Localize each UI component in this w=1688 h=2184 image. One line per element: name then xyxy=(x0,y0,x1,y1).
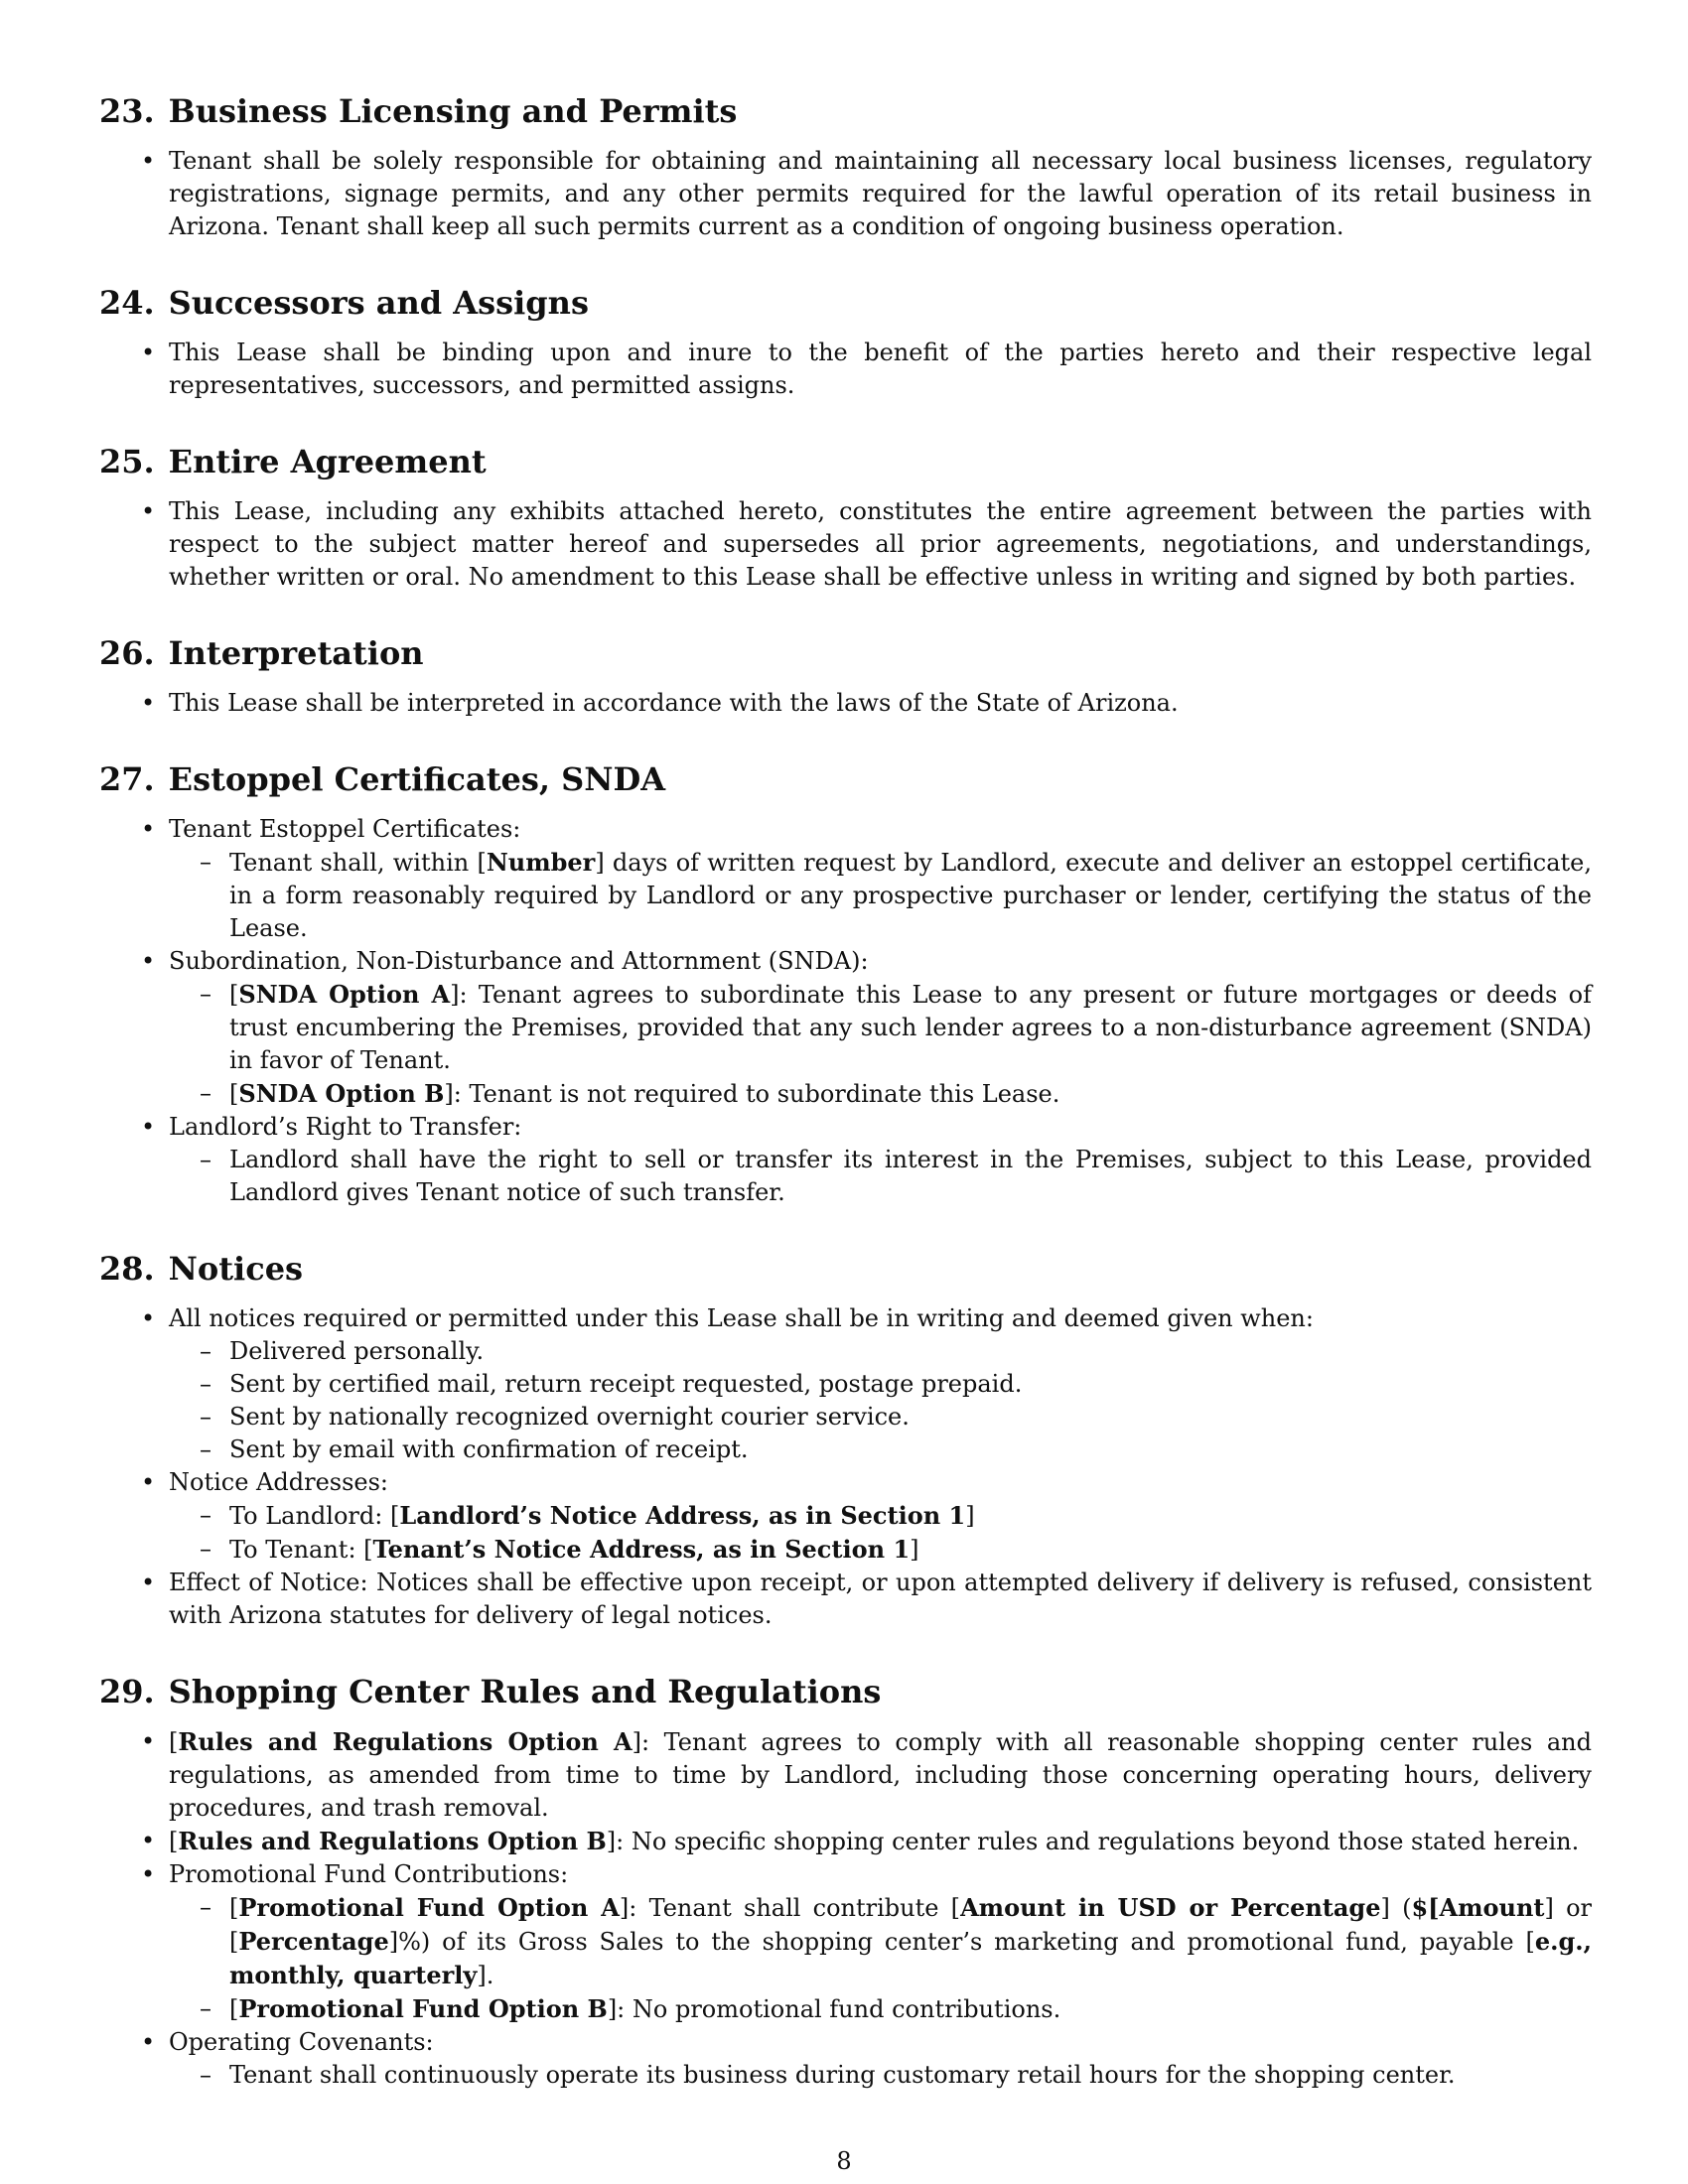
bullet-list xyxy=(99,337,1592,402)
bullet-list xyxy=(99,495,1592,594)
list-item xyxy=(169,813,1592,945)
section-heading: Successors and Assigns xyxy=(168,284,589,322)
list-item xyxy=(169,2026,1592,2092)
section-heading: Estoppel Certificates, SNDA xyxy=(168,760,666,798)
text: ]: Tenant shall contribute [ xyxy=(619,1894,961,1922)
snda-option-a: SNDA Option A xyxy=(238,980,451,1009)
section-28 xyxy=(99,1249,1592,1632)
section-heading: Entire Agreement xyxy=(168,443,487,480)
addresses-label: Notice Addresses: xyxy=(169,1468,389,1496)
text: ] or [ xyxy=(229,1894,1593,1956)
dollar-placeholder: $[Amount xyxy=(1411,1893,1545,1922)
sub-list xyxy=(169,846,1592,945)
snda-label: Subordination, Non-Disturbance and Attornment (SNDA): xyxy=(169,947,869,975)
list-item xyxy=(169,1302,1592,1466)
sub-list-item: – [Promotional Fund Option A]: Tenant shall contribute [Amount in USD or Percentage] ($[Amount] or [Percentage]%) of its Gross Sales to the shopping center’s marketing and promotional fund, payable [e.g., monthly, quarterly]. xyxy=(229,1891,1592,1992)
sub-list xyxy=(169,2059,1592,2092)
list-item: • [Rules and Regulations Option A]: Tenant agrees to comply with all reasonable shopping center rules and regulations, as amended from time to time by Landlord, including those concerning operating hours, delivery procedures, and trash removal. xyxy=(169,1725,1592,1825)
list-item: • Effect of Notice: Notices shall be effective upon receipt, or upon attempted delivery if delivery is refused, consistent with Arizona statutes for delivery of legal notices. xyxy=(169,1567,1592,1632)
tenant-address-placeholder: Tenant’s Notice Address, as in Section 1 xyxy=(372,1535,911,1564)
percentage-placeholder: Percentage xyxy=(238,1927,389,1956)
bullet-list xyxy=(99,1725,1592,2092)
bullet-list xyxy=(99,1302,1592,1632)
section-number: 25. xyxy=(99,443,155,480)
section-title xyxy=(99,1672,1592,1711)
amount-placeholder: Amount in USD or Percentage xyxy=(960,1893,1381,1922)
section-title xyxy=(99,283,1592,323)
sub-list xyxy=(169,1144,1592,1209)
sub-list-item: – [SNDA Option B]: Tenant is not required to subordinate this Lease. xyxy=(229,1077,1592,1111)
section-heading: Notices xyxy=(168,1250,304,1288)
section-29 xyxy=(99,1672,1592,2092)
text: ]: No promotional fund contributions. xyxy=(607,1995,1061,2023)
section-heading: Shopping Center Rules and Regulations xyxy=(168,1673,882,1710)
sub-list xyxy=(169,1891,1592,2026)
covenants-label: Operating Covenants: xyxy=(169,2028,434,2056)
frequency-placeholder: e.g., monthly, quarterly xyxy=(229,1927,1592,1989)
section-number: 27. xyxy=(99,760,155,798)
sub-list xyxy=(169,1499,1592,1567)
section-number: 28. xyxy=(99,1250,155,1288)
section-number: 24. xyxy=(99,284,155,322)
text: ]: Tenant is not required to subordinate this Lease. xyxy=(444,1080,1060,1108)
document-page xyxy=(99,91,1592,2131)
bullet-list xyxy=(99,813,1592,1209)
section-23 xyxy=(99,91,1592,243)
text: To Tenant: [ xyxy=(229,1536,373,1564)
text: ]%) of its Gross Sales to the shopping center’s marketing and promotional fund, payable [ xyxy=(388,1928,1535,1956)
list-item: • Tenant shall be solely responsible for obtaining and maintaining all necessary local business licenses, regulatory registrations, signage permits, and any other permits required for the lawful operation of its retail business in Arizona. Tenant shall keep all such permits current as a condition of ongoing business operation. xyxy=(169,145,1592,243)
text: ]: Tenant agrees to subordinate this Lease to any present or future mortgages or deeds of trust encumbering the Premises, provided that any such lender agrees to a non-disturbance agreement (SNDA) in favor of Tenant. xyxy=(229,981,1592,1074)
text: ] ( xyxy=(1380,1894,1412,1922)
notices-intro: All notices required or permitted under this Lease shall be in writing and deemed given when: xyxy=(169,1304,1314,1332)
bullet-list xyxy=(99,687,1592,720)
sub-list xyxy=(169,1335,1592,1466)
text: ]: Tenant agrees to comply with all reasonable shopping center rules and regulations, as amended from time to time by Landlord, including those concerning operating hours, delivery procedures, and trash removal. xyxy=(169,1728,1592,1822)
transfer-label: Landlord’s Right to Transfer: xyxy=(169,1113,522,1141)
snda-option-b: SNDA Option B xyxy=(238,1079,445,1108)
list-item: • This Lease, including any exhibits attached hereto, constitutes the entire agreement between the parties with respect to the subject matter hereof and supersedes all prior agreements, negotiations, and understandings, whether written or oral. No amendment to this Lease shall be effective unless in writing and signed by both parties. xyxy=(169,495,1592,594)
section-24 xyxy=(99,283,1592,402)
sub-list-item: – Tenant shall continuously operate its business during customary retail hours for the shopping center. xyxy=(229,2059,1592,2092)
section-number: 26. xyxy=(99,634,155,672)
list-item: • This Lease shall be interpreted in accordance with the laws of the State of Arizona. xyxy=(169,687,1592,720)
list-item xyxy=(169,1466,1592,1567)
text: To Landlord: [ xyxy=(229,1502,400,1530)
promo-option-b: Promotional Fund Option B xyxy=(238,1994,608,2023)
sub-list-item: – [SNDA Option A]: Tenant agrees to subordinate this Lease to any present or future mortgages or deeds of trust encumbering the Premises, provided that any such lender agrees to a non-disturbance agreement (SNDA) in favor of Tenant. xyxy=(229,978,1592,1077)
placeholder-number: Number xyxy=(486,848,596,877)
text: ]: No specific shopping center rules and regulations beyond those stated herein. xyxy=(606,1828,1580,1855)
sub-list-item: – Sent by nationally recognized overnight courier service. xyxy=(229,1401,1592,1433)
text: ]. xyxy=(477,1962,494,1989)
page-number: 8 xyxy=(836,2147,852,2175)
section-title xyxy=(99,759,1592,799)
promo-label: Promotional Fund Contributions: xyxy=(169,1860,569,1888)
section-27 xyxy=(99,759,1592,1209)
section-25 xyxy=(99,442,1592,594)
estoppel-label: Tenant Estoppel Certificates: xyxy=(169,815,521,843)
section-number: 29. xyxy=(99,1673,155,1710)
sub-list-item xyxy=(229,846,1592,945)
section-title xyxy=(99,91,1592,131)
section-26 xyxy=(99,633,1592,720)
list-item xyxy=(169,945,1592,1111)
sub-list xyxy=(169,978,1592,1111)
section-title xyxy=(99,633,1592,673)
sub-list-item: – To Landlord: [Landlord’s Notice Address, as in Section 1] xyxy=(229,1499,1592,1533)
section-number: 23. xyxy=(99,92,155,130)
list-item xyxy=(169,1111,1592,1209)
list-item: • This Lease shall be binding upon and inure to the benefit of the parties hereto and their respective legal representatives, successors, and permitted assigns. xyxy=(169,337,1592,402)
section-title xyxy=(99,442,1592,481)
section-title xyxy=(99,1249,1592,1289)
sub-list-item: – [Promotional Fund Option B]: No promotional fund contributions. xyxy=(229,1992,1592,2026)
section-heading: Interpretation xyxy=(168,634,424,672)
sub-list-item: – Landlord shall have the right to sell or transfer its interest in the Premises, subject to this Lease, provided Landlord gives Tenant notice of such transfer. xyxy=(229,1144,1592,1209)
rules-option-a: Rules and Regulations Option A xyxy=(178,1727,633,1756)
sub-list-item: – Sent by certified mail, return receipt requested, postage prepaid. xyxy=(229,1368,1592,1401)
sub-list-item: – Delivered personally. xyxy=(229,1335,1592,1368)
text: ] days of written request by Landlord, execute and deliver an estoppel certificate, in a form reasonably required by Landlord or any prospective purchaser or lender, certifying the status of the Lease. xyxy=(229,849,1592,942)
text: Tenant shall, within [ xyxy=(229,849,487,877)
list-item: • [Rules and Regulations Option B]: No specific shopping center rules and regulations beyond those stated herein. xyxy=(169,1825,1592,1858)
list-item xyxy=(169,1858,1592,2026)
bullet-list xyxy=(99,145,1592,243)
sub-list-item: – Sent by email with confirmation of receipt. xyxy=(229,1433,1592,1466)
sub-list-item: – To Tenant: [Tenant’s Notice Address, as in Section 1] xyxy=(229,1533,1592,1567)
section-heading: Business Licensing and Permits xyxy=(168,92,738,130)
landlord-address-placeholder: Landlord’s Notice Address, as in Section 1 xyxy=(399,1501,966,1530)
promo-option-a: Promotional Fund Option A xyxy=(238,1893,620,1922)
rules-option-b: Rules and Regulations Option B xyxy=(178,1827,607,1855)
